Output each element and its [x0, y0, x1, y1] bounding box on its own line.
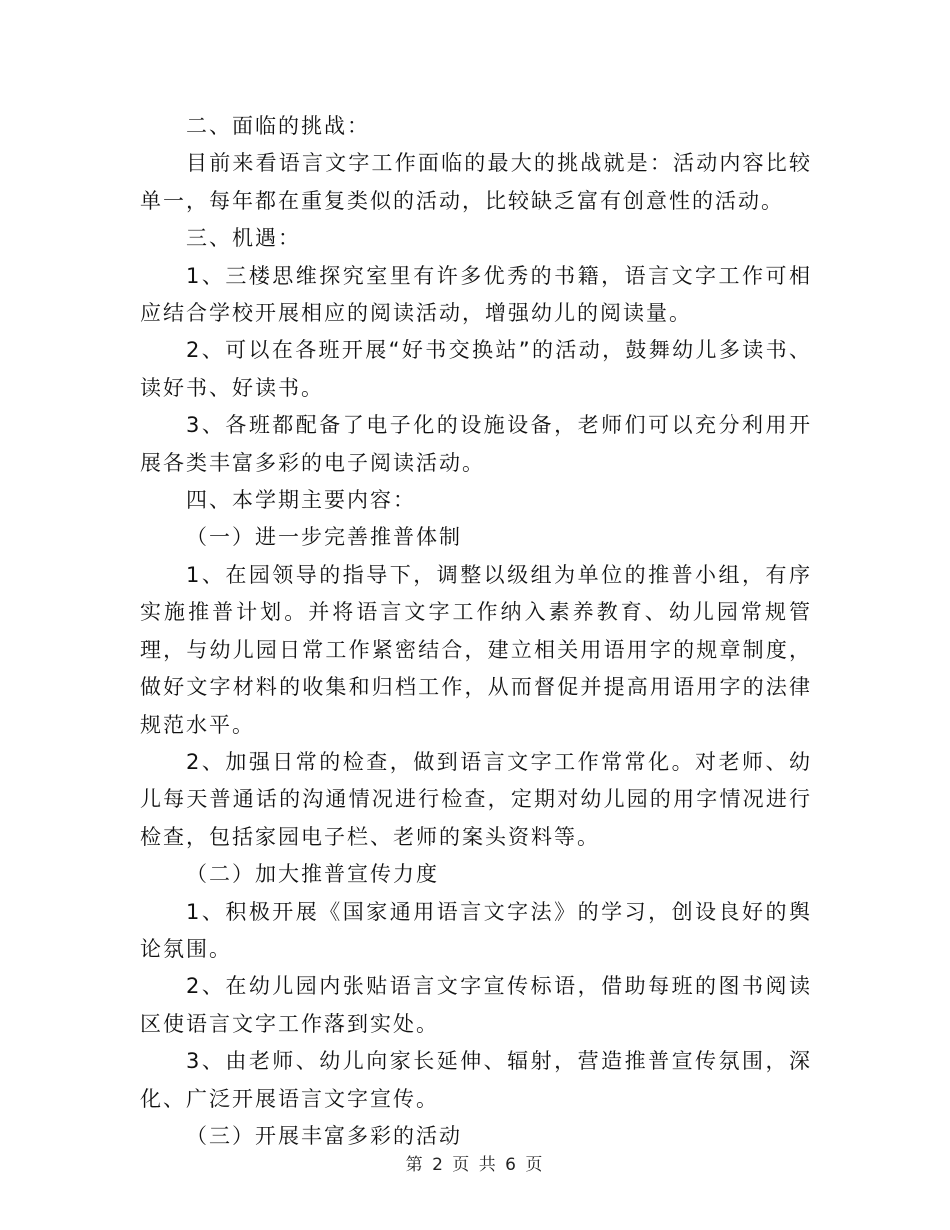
- paragraph-subsection-2-item-3: 3、由老师、幼儿向家长延伸、辐射，营造推普宣传氛围，深化、广泛开展语言文字宣传。: [140, 1049, 812, 1111]
- paragraph-subsection-2-item-1: 1、积极开展《国家通用语言文字法》的学习，创设良好的舆论氛围。: [140, 899, 812, 961]
- paragraph-opportunity-2: 2、可以在各班开展“好书交换站”的活动，鼓舞幼儿多读书、读好书、好读书。: [140, 338, 812, 400]
- document-body: [140, 108, 812, 1155]
- total-page-count: 6: [505, 1155, 518, 1175]
- paragraph-subsection-1-item-2: 2、加强日常的检查，做到语言文字工作常常化。对老师、幼儿每天普通话的沟通情况进行检查，定期对幼儿园的用字情况进行检查，包括家园电子栏、老师的案头资料等。: [140, 749, 812, 849]
- page-label-suffix: 页: [525, 1155, 545, 1175]
- section-heading-main-content: 四、本学期主要内容：: [186, 488, 416, 513]
- section-heading-opportunities: 三、机遇：: [186, 226, 301, 251]
- paragraph-opportunity-3: 3、各班都配备了电子化的设施设备，老师们可以充分利用开展各类丰富多彩的电子阅读活动。: [140, 413, 812, 475]
- page-label-prefix: 第: [405, 1155, 425, 1175]
- paragraph-subsection-2-item-2: 2、在幼儿园内张贴语言文字宣传标语，借助每班的图书阅读区使语言文字工作落到实处。: [140, 974, 812, 1036]
- paragraph-subsection-1-item-1: 1、在园领导的指导下，调整以级组为单位的推普小组，有序实施推普计划。并将语言文字工作纳入素养教育、幼儿园常规管理，与幼儿园日常工作紧密结合，建立相关用语用字的规章制度，做好文字材料的收集和归档工作，从而督促并提高用语用字的法律规范水平。: [140, 562, 812, 737]
- page-footer: [0, 1150, 950, 1175]
- current-page-number: 2: [432, 1155, 445, 1175]
- subsection-heading-3: （三）开展丰富多彩的活动: [186, 1123, 462, 1148]
- section-heading-challenges: 二、面临的挑战：: [186, 114, 370, 138]
- subsection-heading-1: （一）进一步完善推普体制: [186, 525, 462, 550]
- paragraph-challenges: 目前来看语言文字工作面临的最大的挑战就是：活动内容比较单一，每年都在重复类似的活动，比较缺乏富有创意性的活动。: [140, 151, 812, 213]
- page-label-middle: 页 共: [452, 1155, 498, 1175]
- paragraph-opportunity-1: 1、三楼思维探究室里有许多优秀的书籍，语言文字工作可相应结合学校开展相应的阅读活动，增强幼儿的阅读量。: [140, 263, 812, 326]
- subsection-heading-2: （二）加大推普宣传力度: [186, 862, 439, 887]
